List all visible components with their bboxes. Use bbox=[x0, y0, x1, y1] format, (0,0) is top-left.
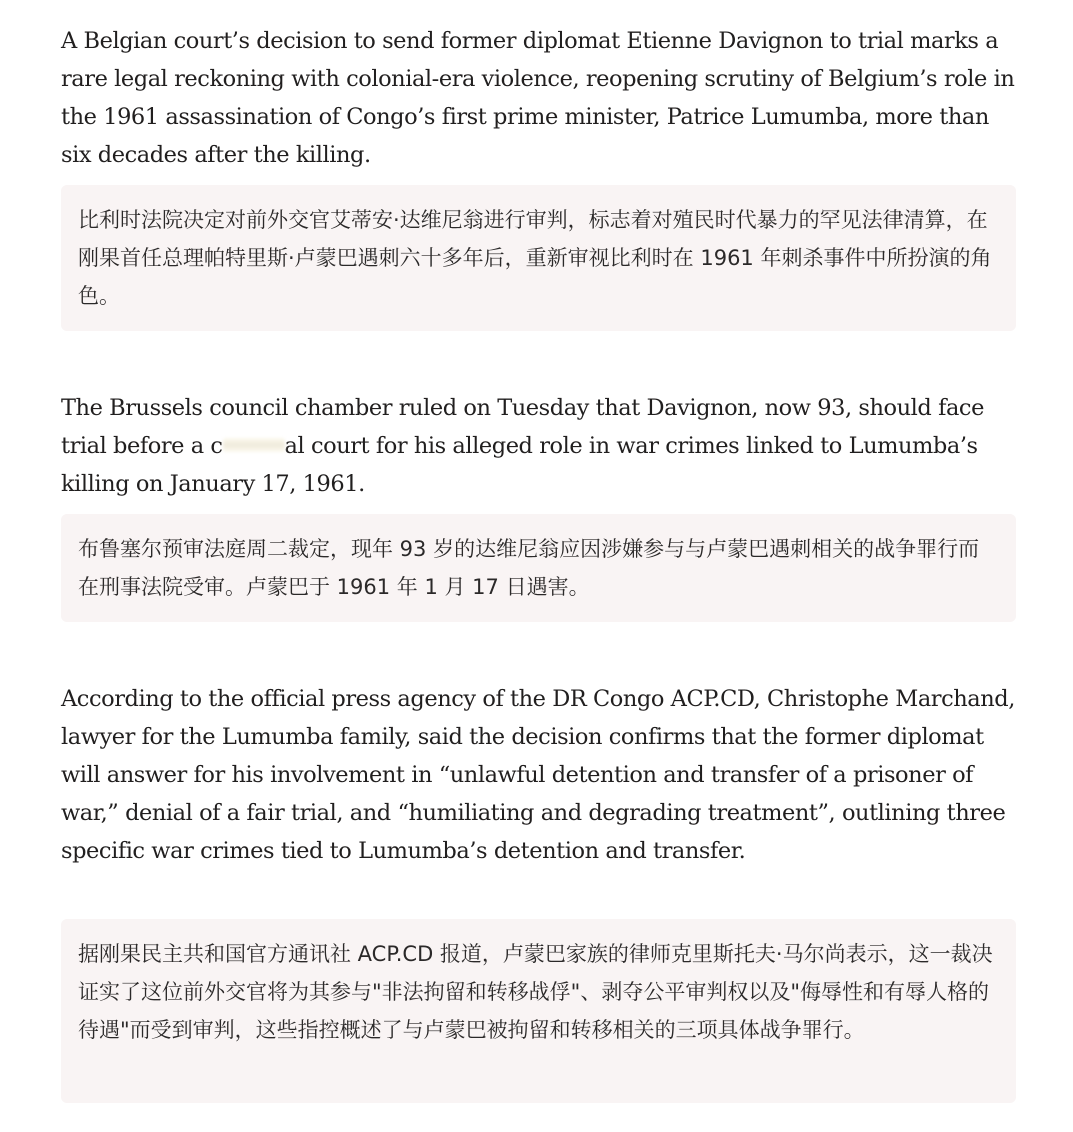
english-paragraph-2-part-1: The Brussels council chamber ruled on Tuesday that Davignon, now 93, should face trial before a c bbox=[61, 395, 984, 459]
english-paragraph-3: According to the official press agency of the DR Congo ACP.CD, Christophe Marchand, lawyer for the Lumumba family, said the decision confirms that the former diplomat will answer for his involvement in “unlawful detention and transfer of a prisoner of war,” denial of a fair trial, and “humiliating and degrading treatment”, outlining three specific war crimes tied to Lumumba’s detention and transfer. bbox=[61, 686, 1015, 864]
chinese-paragraph-2: 布鲁塞尔预审法庭周二裁定，现年 93 岁的达维尼翁应因涉嫌参与与卢蒙巴遇刺相关的战争罪行而在刑事法院受审。卢蒙巴于 1961 年 1 月 17 日遇害。 bbox=[78, 537, 980, 599]
chinese-translation-box-3 bbox=[61, 919, 1016, 1103]
english-paragraph-1: A Belgian court’s decision to send former diplomat Etienne Davignon to trial marks a rare legal reckoning with colonial-era violence, reopening scrutiny of Belgium’s role in the 1961 assassination of Congo’s first prime minister, Patrice Lumumba, more than six decades after the killing. bbox=[61, 28, 1015, 168]
redaction-blur bbox=[223, 438, 285, 452]
english-paragraph-2-part-2: al court for his alleged role in war crimes linked to Lumumba’s killing on January 17, 1961. bbox=[61, 433, 978, 497]
chinese-paragraph-3: 据刚果民主共和国官方通讯社 ACP.CD 报道，卢蒙巴家族的律师克里斯托夫·马尔尚表示，这一裁决证实了这位前外交官将为其参与"非法拘留和转移战俘"、剥夺公平审判权以及"侮辱性和有辱人格的待遇"而受到审判，这些指控概述了与卢蒙巴被拘留和转移相关的三项具体战争罪行。 bbox=[78, 942, 993, 1042]
chinese-translation-box-1 bbox=[61, 185, 1016, 331]
chinese-translation-box-2 bbox=[61, 514, 1016, 622]
chinese-paragraph-1: 比利时法院决定对前外交官艾蒂安·达维尼翁进行审判，标志着对殖民时代暴力的罕见法律清算，在刚果首任总理帕特里斯·卢蒙巴遇刺六十多年后，重新审视比利时在 1961 年刺杀事件中所扮演的角色。 bbox=[78, 208, 992, 308]
english-paragraph-2 bbox=[61, 389, 1021, 503]
